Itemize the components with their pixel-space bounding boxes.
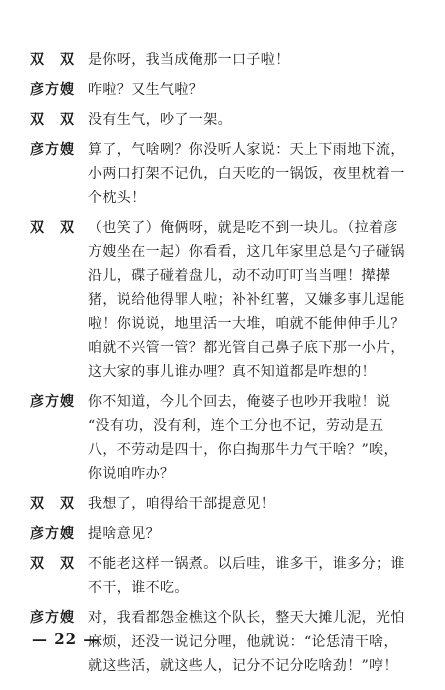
dialogue-text [88,78,430,102]
dialogue-text [88,48,430,72]
speaker-name: 双 双 [30,496,75,512]
dialogue-text [88,522,430,546]
dialogue-line: 猪，说给他得罪人啦；补补红薯，又嫌多事儿逞能 [88,292,405,308]
dialogue-line: 不能老这样一锅煮。以后哇，谁多干，谁多分；谁 [88,556,405,572]
dialogue-line: 个枕头！ [88,190,146,206]
dialogue-line: 就这些活，就这些人，记分不记分吃啥劲！”哼！ [88,658,398,674]
speaker-name: 彦方嫂 [30,142,75,158]
dialogue-script [30,48,430,684]
speaker-name: 双 双 [30,52,75,68]
dialogue-text [88,108,430,132]
dialogue-entry [30,216,430,384]
dialogue-entry [30,78,430,102]
dialogue-line: 麻烦，还没一说记分哩，他就说：“论恁清干啥， [88,634,398,650]
dialogue-text [88,552,430,600]
dialogue-line: 方嫂坐在一起）你看看，这几年家里总是勺子碰锅 [88,244,405,260]
dialogue-line: 算了，气啥咧？你没听人家说：天上下雨地下流， [88,142,405,158]
dialogue-line: 提啥意见？ [88,526,160,542]
dialogue-line: 是你呀，我当成俺那一口子啦！ [88,52,290,68]
dialogue-line: 我想了，咱得给干部提意见！ [88,496,276,512]
dialogue-line: 咋啦？又生气啦？ [88,82,204,98]
page-number: — 22 — [32,630,100,648]
dialogue-text [88,606,430,678]
dialogue-line: （也笑了）俺俩呀，就是吃不到一块儿。（拉着彦 [88,220,398,236]
speaker-name: 双 双 [30,556,75,572]
dialogue-text [88,390,430,486]
dialogue-line: 你说咱咋办？ [88,466,175,482]
dialogue-entry [30,390,430,486]
speaker-name: 彦方嫂 [30,394,75,410]
dialogue-text [88,216,430,384]
dialogue-line: 咱就不兴管一管？都光管自己鼻子底下那一小片， [88,340,405,356]
dialogue-entry [30,108,430,132]
dialogue-line: 这大家的事儿谁办哩？真不知道都是咋想的！ [88,364,376,380]
dialogue-line: 对，我看都怨金樵这个队长，整天大摊儿泥，光怕 [88,610,405,626]
dialogue-entry [30,48,430,72]
dialogue-line: 啦！你说说，地里活一大堆，咱就不能伸伸手儿？ [88,316,405,332]
dialogue-line: 小两口打架不记仇，白天吃的一锅饭，夜里枕着一 [88,166,405,182]
dialogue-line: 不干，谁不吃。 [88,580,189,596]
speaker-name: 彦方嫂 [30,610,75,626]
speaker-name: 彦方嫂 [30,82,75,98]
speaker-name: 彦方嫂 [30,526,75,542]
dialogue-entry [30,522,430,546]
dialogue-line: 沿儿，碟子碰着盘儿，动不动叮叮当当哩！撵撵 [88,268,391,284]
dialogue-entry [30,492,430,516]
dialogue-text [88,138,430,210]
dialogue-line: 你不知道，今儿个回去，俺婆子也吵开我啦！说 [88,394,391,410]
dialogue-entry [30,552,430,600]
dialogue-line: “没有功，没有利，连个工分也不记，劳动是五 [88,418,384,434]
speaker-name: 双 双 [30,220,75,236]
dialogue-entry [30,138,430,210]
speaker-name: 双 双 [30,112,75,128]
dialogue-line: 没有生气，吵了一架。 [88,112,232,128]
dialogue-text [88,492,430,516]
dialogue-line: 八，不劳动是四十，你白掏那牛力气干啥？”唉， [88,442,398,458]
